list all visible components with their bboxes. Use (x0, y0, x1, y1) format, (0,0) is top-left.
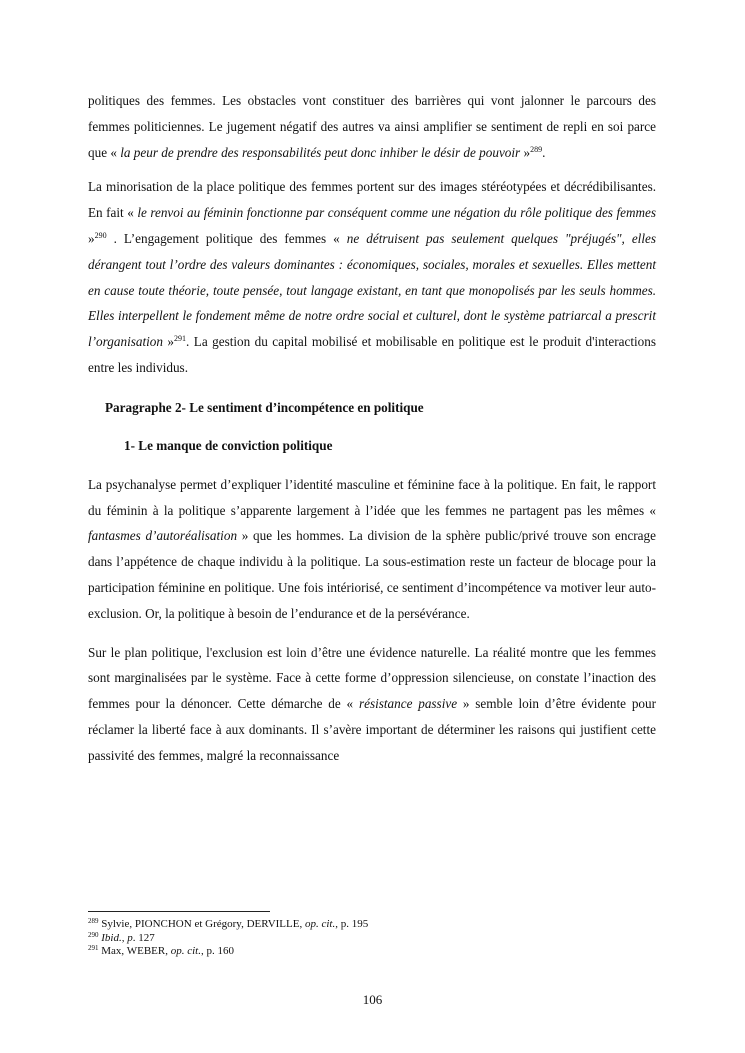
footnotes (88, 918, 656, 959)
text-run: » (520, 144, 531, 160)
paragraph-1 (88, 88, 656, 165)
footnote-italic: op. cit. (170, 945, 201, 958)
text-run: » (88, 230, 95, 246)
footnote-number: 291 (88, 944, 99, 953)
footnote-291 (88, 945, 656, 959)
footnote-text: , p. 195 (335, 918, 369, 930)
text-run: La psychanalyse permet d’expliquer l’identité masculine et féminine face à la politique. En fait, le rapport du féminin à la politique s’apparente largement à l’idée que les femmes ne partagent pas les mêmes « (88, 476, 656, 518)
paragraph-2 (88, 174, 656, 380)
quote-italic: le renvoi au féminin fonctionne par conséquent comme une négation du rôle politique des femmes (137, 205, 656, 221)
text-run: » (162, 334, 175, 350)
quote-italic: fantasmes d’autoréalisation (88, 528, 238, 544)
footnote-number: 290 (88, 930, 99, 939)
text-run: La minorisation de la place politique des femmes portent sur des images stéréotypées et décrédibilisantes. En fait « (88, 179, 656, 221)
paragraph-4 (88, 640, 656, 769)
footnote-text: . 127 (132, 931, 155, 944)
quote-italic: la peur de prendre des responsabilités peut donc inhiber le désir de pouvoir (120, 144, 521, 160)
footnote-text: , p. 160 (200, 945, 234, 958)
footnote-289 (88, 918, 656, 932)
footnote-italic: op. cit. (304, 918, 336, 930)
quote-italic: résistance passive (358, 696, 458, 712)
footnote-text: Sylvie, PIONCHON et Grégory, DERVILLE, (98, 918, 305, 930)
text-run: politiques des femmes. Les obstacles vont constituer des barrières qui vont jalonner le parcours des femmes politiciennes. Le jugement négatif des autres va ainsi amplifier se sentiment de repli en soi parce que « (88, 93, 656, 160)
document-body (88, 88, 656, 781)
footnote-ref-289[interactable]: 289 (530, 144, 543, 154)
footnote-italic: Ibid., p (101, 931, 133, 944)
text-run: . La gestion du capital mobilisé et mobilisable en politique est le produit d'interactions entre les individus. (88, 334, 657, 375)
text-run: » que les hommes. La division de la sphère public/privé trouve son encrage dans l’appétence de chaque individu à la politique. La sous-estimation reste un facteur de blocage pour la participation féminine en politique. Une fois intériorisé, ce sentiment d’incompétence va motiver leur auto-exclusion. Or, la politique à besoin de l’endurance et de la persévérance. (88, 528, 656, 621)
quote-italic: ne détruisent pas seulement quelques "préjugés", elles dérangent tout l’ordre des valeurs dominantes : économiques, sociales, morales et sexuelles. Elles mettent en cause toute théorie, toute pensée, tout langage existant, en tant que monopolisés par les seuls hommes. Elles interpellent le fondement même de notre ordre social et culturel, dont le système patriarcal a prescrit l’organisation (88, 230, 656, 350)
footnote-separator (88, 911, 270, 912)
footnote-ref-291[interactable]: 291 (174, 334, 187, 344)
paragraph-3 (88, 472, 656, 627)
footnote-ref-290[interactable]: 290 (94, 230, 107, 240)
footnote-text: Max, WEBER, (98, 945, 171, 958)
text-run: » semble loin d’être évidente pour réclamer la liberté face à aux dominants. Il s’avère important de déterminer les raisons qui justifient cette passivité des femmes, malgré la reconnaissance (88, 696, 656, 763)
text-run: . (542, 144, 546, 160)
text-run: . L’engagement politique des femmes « (106, 230, 347, 246)
page-number: 106 (362, 992, 383, 1007)
footnote-290 (88, 932, 656, 946)
section-heading: Paragraphe 2- Le sentiment d’incompétence en politique (105, 399, 424, 415)
subsection-heading: 1- Le manque de conviction politique (124, 437, 333, 453)
footnote-number: 289 (88, 917, 99, 925)
text-run: Sur le plan politique, l'exclusion est loin d’être une évidence naturelle. La réalité montre que les femmes sont marginalisées par le système. Face à cette forme d’oppression silencieuse, on constate l’inaction des femmes pour la dénoncer. Cette démarche de « (88, 644, 656, 712)
